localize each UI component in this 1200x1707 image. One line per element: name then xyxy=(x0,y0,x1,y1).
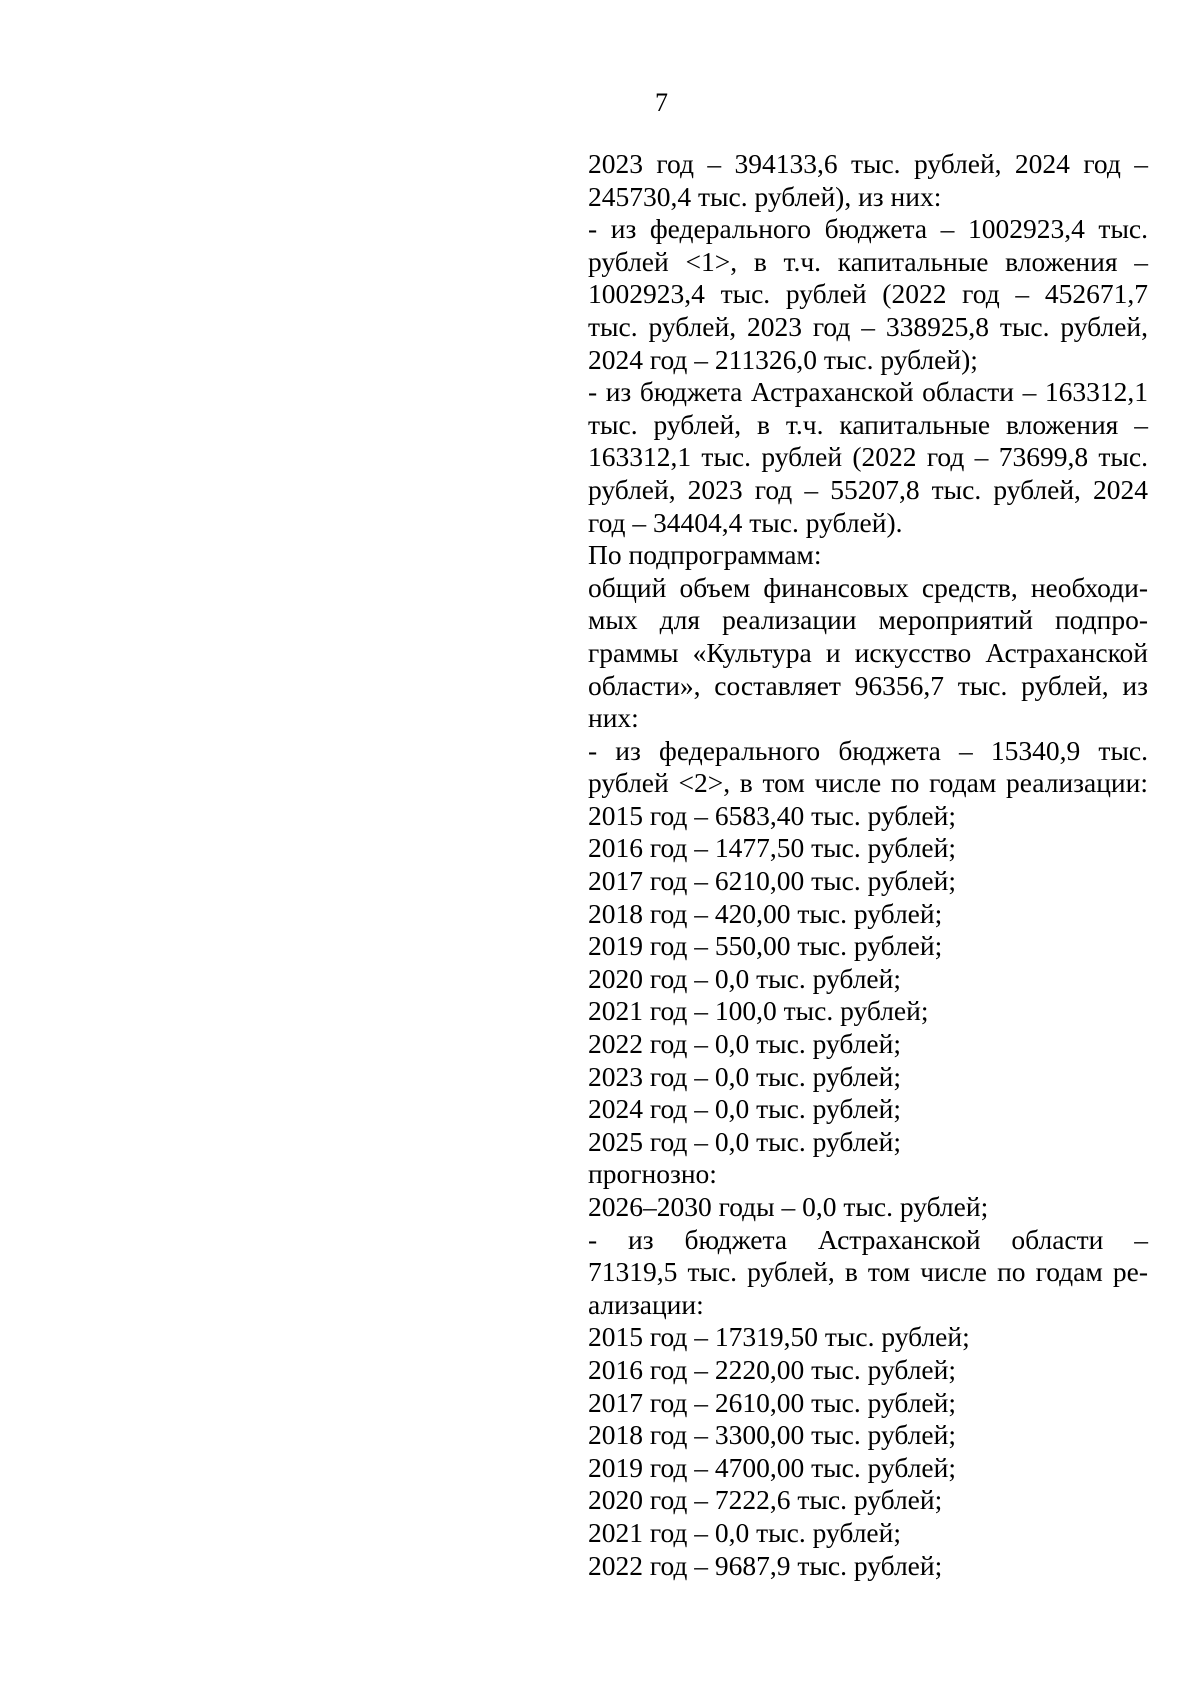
text-line: 2021 год – 0,0 тыс. рублей; xyxy=(588,1516,901,1548)
text-line: 163312,1 тыс. рублей (2022 год – 73699,8 тыс. xyxy=(588,441,1148,473)
text-line: год – 34404,4 тыс. рублей). xyxy=(588,506,903,538)
text-line: общий объем финансовых средств, необходи- xyxy=(588,571,1148,603)
text-line: 2024 год – 211326,0 тыс. рублей); xyxy=(588,343,978,375)
text-line: 2023 год – 0,0 тыс. рублей; xyxy=(588,1060,901,1092)
text-line: По подпрограммам: xyxy=(588,539,822,571)
text-line: 2015 год – 17319,50 тыс. рублей; xyxy=(588,1321,970,1353)
text-line: тыс. рублей, в т.ч. капитальные вложения – xyxy=(588,408,1148,440)
text-line: - из бюджета Астраханской области – 163312,1 xyxy=(588,376,1148,408)
text-line: 2020 год – 7222,6 тыс. рублей; xyxy=(588,1484,943,1516)
text-line: 2021 год – 100,0 тыс. рублей; xyxy=(588,995,929,1027)
text-line: рублей <2>, в том числе по годам реализации: xyxy=(588,767,1148,799)
text-line: 2020 год – 0,0 тыс. рублей; xyxy=(588,962,901,994)
text-line: - из бюджета Астраханской области – xyxy=(588,1223,1148,1255)
text-line: прогнозно: xyxy=(588,1158,717,1190)
text-line: 2024 год – 0,0 тыс. рублей; xyxy=(588,1093,901,1125)
text-line: них: xyxy=(588,702,639,734)
text-line: мых для реализации мероприятий подпро- xyxy=(588,604,1148,636)
text-line: рублей, 2023 год – 55207,8 тыс. рублей, 2024 xyxy=(588,473,1148,505)
text-line: рублей <1>, в т.ч. капитальные вложения – xyxy=(588,245,1148,277)
text-line: - из федерального бюджета – 1002923,4 тыс. xyxy=(588,213,1148,245)
text-line: 2019 год – 4700,00 тыс. рублей; xyxy=(588,1451,956,1483)
text-line: 245730,4 тыс. рублей), из них: xyxy=(588,180,942,212)
text-line: 1002923,4 тыс. рублей (2022 год – 452671,7 xyxy=(588,278,1148,310)
text-line: тыс. рублей, 2023 год – 338925,8 тыс. рублей, xyxy=(588,310,1148,342)
text-line: ализации: xyxy=(588,1288,704,1320)
text-line: 2017 год – 2610,00 тыс. рублей; xyxy=(588,1386,956,1418)
page-number: 7 xyxy=(655,88,668,117)
text-line: 2022 год – 0,0 тыс. рублей; xyxy=(588,1028,901,1060)
document-body-text xyxy=(588,148,1148,1582)
text-line: 2016 год – 1477,50 тыс. рублей; xyxy=(588,832,956,864)
text-line: 71319,5 тыс. рублей, в том числе по годам ре- xyxy=(588,1256,1148,1288)
text-line: 2018 год – 420,00 тыс. рублей; xyxy=(588,897,943,929)
text-line: 2019 год – 550,00 тыс. рублей; xyxy=(588,930,943,962)
text-line: 2016 год – 2220,00 тыс. рублей; xyxy=(588,1353,956,1385)
text-line: 2022 год – 9687,9 тыс. рублей; xyxy=(588,1549,943,1581)
text-line: 2025 год – 0,0 тыс. рублей; xyxy=(588,1125,901,1157)
text-line: 2026–2030 годы – 0,0 тыс. рублей; xyxy=(588,1191,989,1222)
text-line: 2017 год – 6210,00 тыс. рублей; xyxy=(588,865,956,897)
text-line: 2015 год – 6583,40 тыс. рублей; xyxy=(588,799,956,831)
text-line: граммы «Культура и искусство Астраханской xyxy=(588,636,1148,668)
text-line: области», составляет 96356,7 тыс. рублей, из xyxy=(588,669,1148,701)
text-line: 2018 год – 3300,00 тыс. рублей; xyxy=(588,1419,956,1451)
text-line: 2023 год – 394133,6 тыс. рублей, 2024 год – xyxy=(588,148,1148,179)
text-line: - из федерального бюджета – 15340,9 тыс. xyxy=(588,734,1148,766)
